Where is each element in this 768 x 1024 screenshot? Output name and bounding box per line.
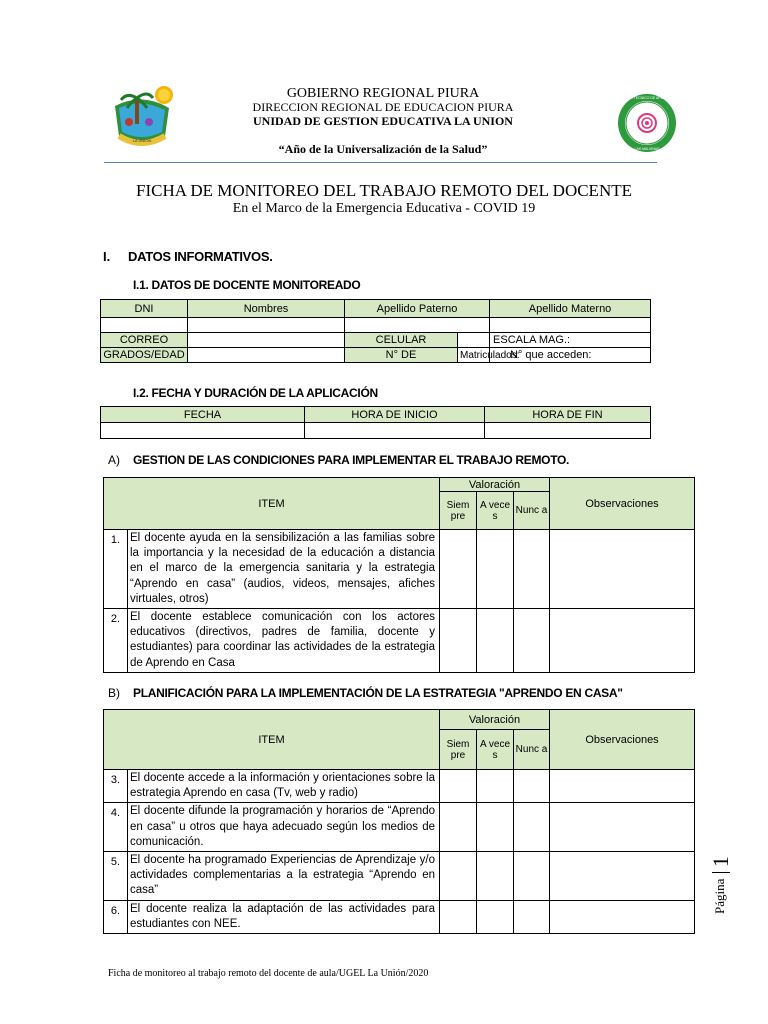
observaciones-cell[interactable] — [550, 852, 695, 901]
item-text: El docente establece comunicación con los actores educativos (directivos, padres de familia, docente y estudiantes) para coordinar las actividades de la estrategia de Aprendo en Casa — [128, 609, 440, 673]
fecha-table — [100, 406, 651, 439]
correo-cell[interactable] — [188, 333, 345, 348]
fecha-cell[interactable] — [101, 423, 305, 439]
svg-text:LA UNION: LA UNION — [132, 138, 152, 143]
item-number: 3. — [104, 770, 128, 803]
item-number: 2. — [104, 609, 128, 673]
nunca-cell[interactable] — [514, 900, 550, 933]
item-header: ITEM — [104, 710, 440, 770]
siempre-cell[interactable] — [440, 609, 477, 673]
table-row — [104, 803, 695, 852]
section-b-table — [103, 709, 695, 934]
acceden-label: N° que acceden: — [490, 348, 651, 363]
aveces-cell[interactable] — [477, 770, 514, 803]
aveces-header: A vece s — [477, 730, 514, 770]
page-number: 1 — [708, 856, 733, 868]
correo-label: CORREO — [101, 333, 188, 348]
aveces-cell[interactable] — [477, 530, 514, 609]
siempre-header: Siem pre — [440, 730, 477, 770]
col-fecha: FECHA — [101, 407, 305, 423]
escala-label: ESCALA MAG.: — [490, 333, 651, 348]
valoracion-header: Valoración — [440, 478, 550, 492]
nunca-cell[interactable] — [514, 530, 550, 609]
col-apellido-materno: Apellido Materno — [490, 300, 651, 318]
item-number: 4. — [104, 803, 128, 852]
section-1-number: I. — [103, 249, 111, 264]
page-subtitle: En el Marco de la Emergencia Educativa - COVID 19 — [232, 201, 536, 216]
table-row — [104, 609, 695, 673]
siempre-cell[interactable] — [440, 852, 477, 901]
nunca-cell[interactable] — [514, 770, 550, 803]
item-text: El docente accede a la información y orientaciones sobre la estrategia Aprendo en casa (Tv, web y radio) — [128, 770, 440, 803]
col-hora-inicio: HORA DE INICIO — [305, 407, 485, 423]
item-text: El docente difunde la programación y horarios de “Aprendo en casa” u otros que haya adecuado según los medios de comunicación. — [128, 803, 440, 852]
apellido-materno-cell[interactable] — [490, 318, 651, 333]
nunca-header: Nunc a — [514, 730, 550, 770]
section-b-heading: PLANIFICACIÓN PARA LA IMPLEMENTACIÓN DE LA ESTRATEGIA "APRENDO EN CASA" — [133, 686, 623, 700]
col-hora-fin: HORA DE FIN — [485, 407, 651, 423]
docente-table — [100, 299, 651, 363]
nombres-cell[interactable] — [188, 318, 345, 333]
aveces-header: A vece s — [477, 492, 514, 530]
item-text: El docente realiza la adaptación de las actividades para estudiantes con NEE. — [128, 900, 440, 933]
observaciones-header: Observaciones — [550, 710, 695, 770]
dni-cell[interactable] — [101, 318, 188, 333]
item-number: 5. — [104, 852, 128, 901]
section-a-letter: A) — [108, 453, 120, 467]
valoracion-header: Valoración — [440, 710, 550, 730]
table-row — [104, 770, 695, 803]
section-b-letter: B) — [108, 686, 120, 700]
header-motto: “Año de la Universalización de la Salud” — [278, 142, 488, 156]
observaciones-header: Observaciones — [550, 478, 695, 530]
page-number-separator — [712, 872, 730, 873]
col-apellido-paterno: Apellido Paterno — [345, 300, 490, 318]
svg-text:COLEGIO TECNICO DE APLICACION: COLEGIO TECNICO DE APLICACION — [616, 96, 678, 100]
hora-fin-cell[interactable] — [485, 423, 651, 439]
header-line-3: UNIDAD DE GESTION EDUCATIVA LA UNION — [253, 114, 513, 128]
observaciones-cell[interactable] — [550, 900, 695, 933]
nunca-cell[interactable] — [514, 609, 550, 673]
header-line-2: DIRECCION REGIONAL DE EDUCACION PIURA — [252, 100, 514, 114]
item-text: El docente ayuda en la sensibilización a las familias sobre la importancia y la necesidad de la educación a distancia en el marco de la emergencia sanitaria y la estrategia “Aprendo en casa” (audios, videos, mensajes, afiches virtuales, otros) — [128, 530, 440, 609]
section-a-table — [103, 477, 695, 673]
header-line-1: GOBIERNO REGIONAL PIURA — [286, 86, 480, 101]
aveces-cell[interactable] — [477, 900, 514, 933]
nde-label: N° DE — [345, 348, 458, 363]
aveces-cell[interactable] — [477, 609, 514, 673]
svg-text:LAS MALVINAS: LAS MALVINAS — [634, 147, 660, 151]
school-seal — [607, 92, 687, 154]
observaciones-cell[interactable] — [550, 770, 695, 803]
footer-text: Ficha de monitoreo al trabajo remoto del docente de aula/UGEL La Unión/2020 — [108, 968, 429, 979]
observaciones-cell[interactable] — [550, 530, 695, 609]
page-number-label — [708, 854, 732, 914]
col-dni: DNI — [101, 300, 188, 318]
section-1-1-heading: I.1. DATOS DE DOCENTE MONITOREADO — [133, 278, 361, 292]
page-title: FICHA DE MONITOREO DEL TRABAJO REMOTO DEL DOCENTE — [136, 181, 632, 200]
col-nombres: Nombres — [188, 300, 345, 318]
hora-inicio-cell[interactable] — [305, 423, 485, 439]
celular-cell[interactable] — [458, 333, 490, 348]
siempre-header: Siem pre — [440, 492, 477, 530]
observaciones-cell[interactable] — [550, 609, 695, 673]
table-row — [104, 900, 695, 933]
aveces-cell[interactable] — [477, 852, 514, 901]
grados-label: GRADOS/EDAD — [101, 348, 188, 363]
item-number: 6. — [104, 900, 128, 933]
ugel-logo — [107, 84, 177, 150]
table-row — [104, 852, 695, 901]
section-a-heading: GESTION DE LAS CONDICIONES PARA IMPLEMENTAR EL TRABAJO REMOTO. — [133, 453, 570, 467]
celular-label: CELULAR — [345, 333, 458, 348]
siempre-cell[interactable] — [440, 900, 477, 933]
nunca-cell[interactable] — [514, 803, 550, 852]
section-1-2-heading: I.2. FECHA Y DURACIÓN DE LA APLICACIÓN — [133, 386, 378, 400]
siempre-cell[interactable] — [440, 530, 477, 609]
matriculados-label: Matriculados: — [458, 348, 490, 363]
observaciones-cell[interactable] — [550, 803, 695, 852]
siempre-cell[interactable] — [440, 770, 477, 803]
item-text: El docente ha programado Experiencias de Aprendizaje y/o actividades complementarias a la estrategia “Aprendo en casa” — [128, 852, 440, 901]
table-row — [104, 530, 695, 609]
section-1-heading: DATOS INFORMATIVOS. — [128, 249, 273, 264]
header-divider — [104, 162, 657, 163]
item-header: ITEM — [104, 478, 440, 530]
apellido-paterno-cell[interactable] — [345, 318, 490, 333]
siempre-cell[interactable] — [440, 803, 477, 852]
nunca-header: Nunc a — [514, 492, 550, 530]
page-word: Página — [711, 878, 727, 914]
item-number: 1. — [104, 530, 128, 609]
nunca-cell[interactable] — [514, 852, 550, 901]
aveces-cell[interactable] — [477, 803, 514, 852]
grados-cell[interactable] — [188, 348, 345, 363]
